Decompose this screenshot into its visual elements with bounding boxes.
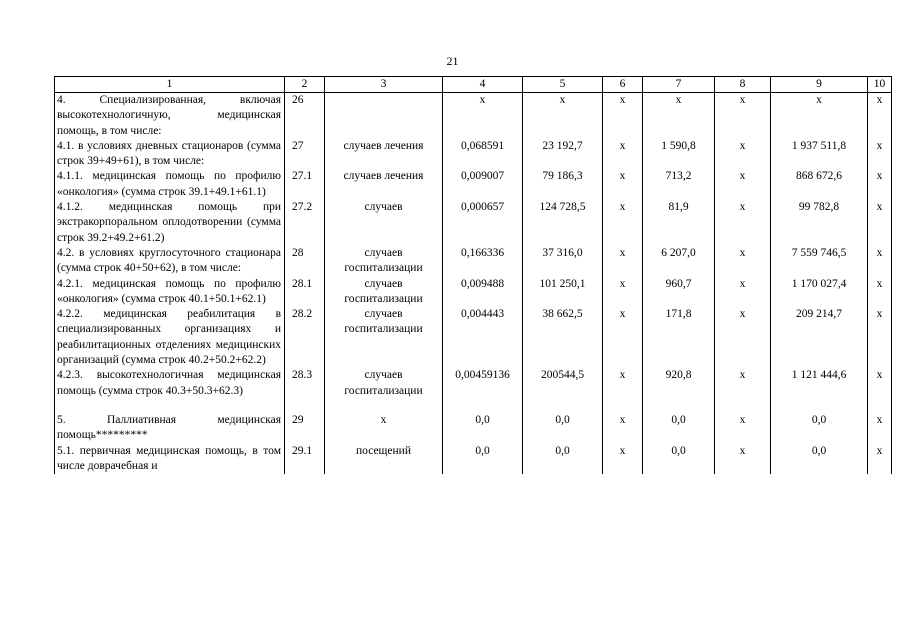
row-unit: случаев госпитализации [325,307,443,368]
row-label: 4.2.2. медицинская реабилитация в специализированных организациях и реабилитационных отделениях медицинских организаций (сумма строк 40.2+50.2+62.2) [55,307,285,368]
row-cost: 200544,5 [523,368,603,399]
row-norm: 0,009488 [443,277,523,308]
row-norm: 0,004443 [443,307,523,368]
row-col10: х [868,413,892,444]
row-col7: 6 207,0 [643,246,715,277]
row-col7: 0,0 [643,444,715,475]
row-col6: х [603,413,643,444]
row-code: 29.1 [285,444,325,475]
row-col10: х [868,307,892,368]
row-col10: х [868,139,892,170]
row-col10: х [868,368,892,399]
page-number: 21 [446,54,459,68]
row-col10: х [868,444,892,475]
row-label: 4.2.3. высокотехнологичная медицинская помощь (сумма строк 40.3+50.3+62.3) [55,368,285,399]
row-cost: 0,0 [523,413,603,444]
table-row [55,200,892,246]
row-col6: х [603,444,643,475]
row-col9: 209 214,7 [771,307,868,368]
row-unit: случаев госпитализации [325,368,443,399]
row-col9: 1 170 027,4 [771,277,868,308]
row-col7: 0,0 [643,413,715,444]
row-col9: 0,0 [771,413,868,444]
row-cost: 124 728,5 [523,200,603,246]
row-col7: 920,8 [643,368,715,399]
row-label: 4.1.2. медицинская помощь при экстракорпоральном оплодотворении (сумма строк 39.2+49.2+61.2) [55,200,285,246]
table-row [55,246,892,277]
column-header: 9 [771,77,868,93]
row-col9: х [771,93,868,139]
financing-table [54,76,892,474]
row-col8: х [715,444,771,475]
row-col6: х [603,277,643,308]
row-code: 27.2 [285,200,325,246]
row-code: 28.2 [285,307,325,368]
row-label: 4.2.1. медицинская помощь по профилю «онкология» (сумма строк 40.1+50.1+62.1) [55,277,285,308]
column-header: 8 [715,77,771,93]
row-code: 28.1 [285,277,325,308]
row-col9: 7 559 746,5 [771,246,868,277]
column-header: 6 [603,77,643,93]
row-label: 4.1.1. медицинская помощь по профилю «онкология» (сумма строк 39.1+49.1+61.1) [55,169,285,200]
row-col8: х [715,307,771,368]
row-col8: х [715,169,771,200]
row-unit: случаев лечения [325,169,443,200]
row-col7: 713,2 [643,169,715,200]
row-cost: 37 316,0 [523,246,603,277]
row-col8: х [715,200,771,246]
row-col8: х [715,413,771,444]
row-label: 5.1. первичная медицинская помощь, в том числе доврачебная и [55,444,285,475]
row-unit: случаев [325,200,443,246]
row-norm: 0,0 [443,413,523,444]
row-norm: 0,009007 [443,169,523,200]
row-col10: х [868,246,892,277]
row-col8: х [715,139,771,170]
table-row [55,368,892,399]
row-unit: посещений [325,444,443,475]
row-code: 28.3 [285,368,325,399]
row-code: 29 [285,413,325,444]
row-col6: х [603,307,643,368]
row-col8: х [715,368,771,399]
row-col7: 171,8 [643,307,715,368]
row-code: 28 [285,246,325,277]
row-col6: х [603,368,643,399]
row-label: 4.1. в условиях дневных стационаров (сумма строк 39+49+61), в том числе: [55,139,285,170]
row-col6: х [603,169,643,200]
row-col7: 81,9 [643,200,715,246]
row-cost: х [523,93,603,139]
row-col8: х [715,277,771,308]
spacer-row [55,399,892,413]
table-row [55,139,892,170]
row-col7: х [643,93,715,139]
row-col9: 1 937 511,8 [771,139,868,170]
row-norm: 0,0 [443,444,523,475]
row-col9: 99 782,8 [771,200,868,246]
row-col7: 960,7 [643,277,715,308]
table-row [55,307,892,368]
row-norm: 0,000657 [443,200,523,246]
column-header: 7 [643,77,715,93]
table-row [55,277,892,308]
row-norm: 0,00459136 [443,368,523,399]
row-code: 27.1 [285,169,325,200]
column-header: 5 [523,77,603,93]
row-col7: 1 590,8 [643,139,715,170]
row-col10: х [868,277,892,308]
row-label: 4. Специализированная, включая высокотехнологичную, медицинская помощь, в том числе: [55,93,285,139]
column-header: 3 [325,77,443,93]
row-col10: х [868,169,892,200]
row-col6: х [603,139,643,170]
row-col8: х [715,93,771,139]
row-unit: случаев госпитализации [325,277,443,308]
row-label: 4.2. в условиях круглосуточного стационара (сумма строк 40+50+62), в том числе: [55,246,285,277]
column-header: 1 [55,77,285,93]
table-row [55,413,892,444]
row-unit [325,93,443,139]
row-cost: 79 186,3 [523,169,603,200]
row-unit: х [325,413,443,444]
column-header: 2 [285,77,325,93]
row-cost: 0,0 [523,444,603,475]
row-unit: случаев лечения [325,139,443,170]
row-norm: х [443,93,523,139]
column-number-row [55,77,892,93]
row-col8: х [715,246,771,277]
row-col6: х [603,200,643,246]
column-header: 4 [443,77,523,93]
column-header: 10 [868,77,892,93]
row-code: 27 [285,139,325,170]
row-cost: 23 192,7 [523,139,603,170]
row-col10: х [868,200,892,246]
table-row [55,444,892,475]
table-row [55,93,892,139]
row-col6: х [603,93,643,139]
row-col10: х [868,93,892,139]
row-label: 5. Паллиативная медицинская помощь********* [55,413,285,444]
row-unit: случаев госпитализации [325,246,443,277]
row-norm: 0,068591 [443,139,523,170]
row-cost: 101 250,1 [523,277,603,308]
row-norm: 0,166336 [443,246,523,277]
row-cost: 38 662,5 [523,307,603,368]
row-col9: 0,0 [771,444,868,475]
row-col9: 1 121 444,6 [771,368,868,399]
table-row [55,169,892,200]
row-col9: 868 672,6 [771,169,868,200]
row-col6: х [603,246,643,277]
row-code: 26 [285,93,325,139]
